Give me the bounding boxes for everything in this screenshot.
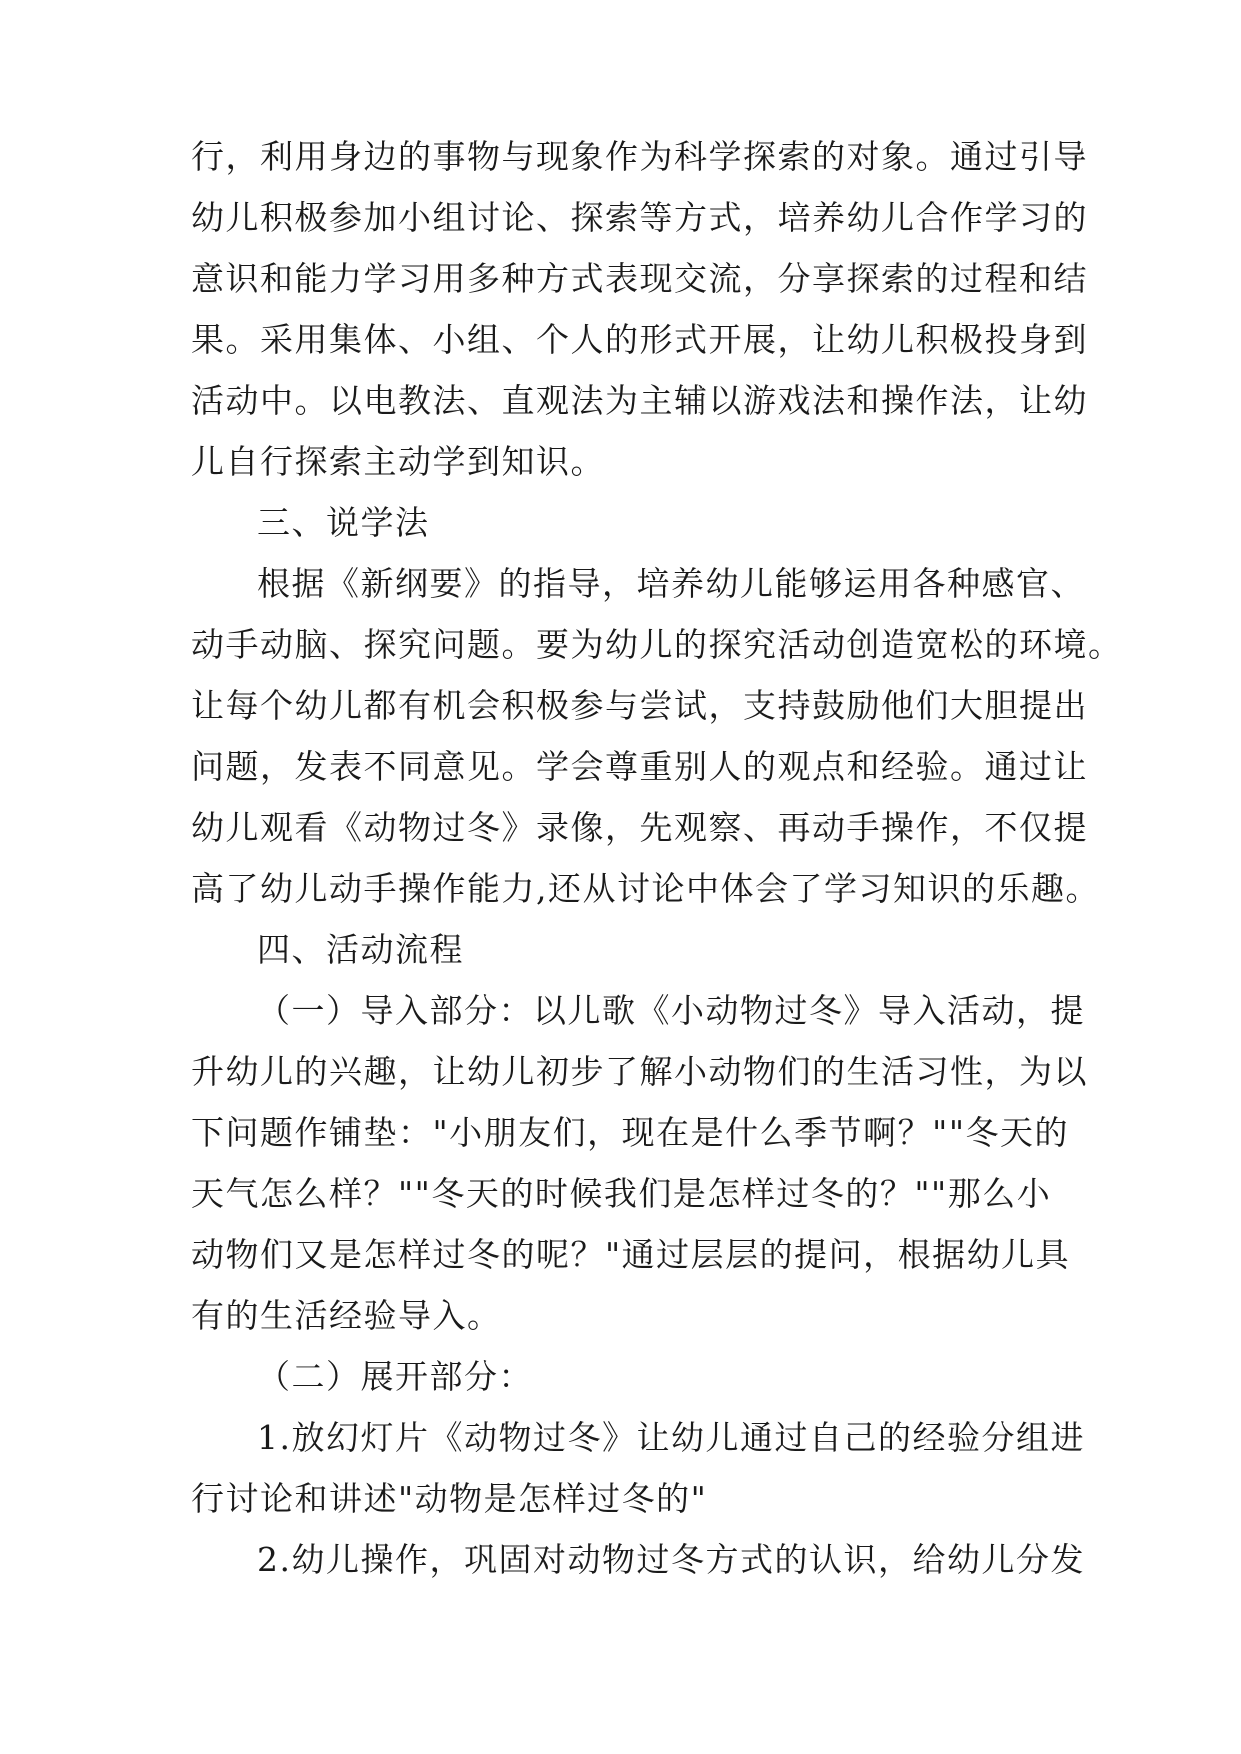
text-line-17: 下问题作铺垫："小朋友们，现在是什么季节啊？""冬天的 — [191, 1113, 1070, 1152]
text-line-22: 1.放幻灯片《动物过冬》让幼儿通过自己的经验分组进 — [257, 1418, 1085, 1457]
text-line-6: 儿自行探索主动学到知识。 — [191, 442, 605, 481]
text-line-11: 问题，发表不同意见。学会尊重别人的观点和经验。通过让 — [191, 747, 1088, 786]
text-line-2: 幼儿积极参加小组讨论、探索等方式，培养幼儿合作学习的 — [191, 198, 1088, 237]
text-line-24: 2.幼儿操作，巩固对动物过冬方式的认识，给幼儿分发 — [257, 1540, 1085, 1579]
text-line-13: 高了幼儿动手操作能力,还从讨论中体会了学习知识的乐趣。 — [191, 869, 1100, 908]
text-line-9: 动手动脑、探究问题。要为幼儿的探究活动创造宽松的环境。 — [191, 625, 1123, 664]
text-line-12: 幼儿观看《动物过冬》录像，先观察、再动手操作，不仅提 — [191, 808, 1088, 847]
text-line-8: 根据《新纲要》的指导，培养幼儿能够运用各种感官、 — [257, 564, 1085, 603]
text-line-1: 行，利用身边的事物与现象作为科学探索的对象。通过引导 — [191, 137, 1088, 176]
text-line-5: 活动中。以电教法、直观法为主辅以游戏法和操作法，让幼 — [191, 381, 1088, 420]
text-line-15: （一）导入部分：以儿歌《小动物过冬》导入活动，提 — [257, 991, 1085, 1030]
text-line-18: 天气怎么样？""冬天的时候我们是怎样过冬的？""那么小 — [191, 1174, 1052, 1213]
text-line-10: 让每个幼儿都有机会积极参与尝试，支持鼓励他们大胆提出 — [191, 686, 1088, 725]
text-line-20: 有的生活经验导入。 — [191, 1296, 502, 1335]
text-line-3: 意识和能力学习用多种方式表现交流，分享探索的过程和结 — [191, 259, 1088, 298]
document-body — [191, 126, 1123, 1590]
section-heading-study-method: 三、说学法 — [257, 503, 430, 542]
text-line-23: 行讨论和讲述"动物是怎样过冬的" — [191, 1479, 708, 1518]
text-line-4: 果。采用集体、小组、个人的形式开展，让幼儿积极投身到 — [191, 320, 1088, 359]
section-heading-activity-flow: 四、活动流程 — [257, 930, 464, 969]
text-line-16: 升幼儿的兴趣，让幼儿初步了解小动物们的生活习性，为以 — [191, 1052, 1088, 1091]
subsection-heading-expansion: （二）展开部分： — [257, 1357, 533, 1396]
text-line-19: 动物们又是怎样过冬的呢？"通过层层的提问，根据幼儿具 — [191, 1235, 1071, 1274]
